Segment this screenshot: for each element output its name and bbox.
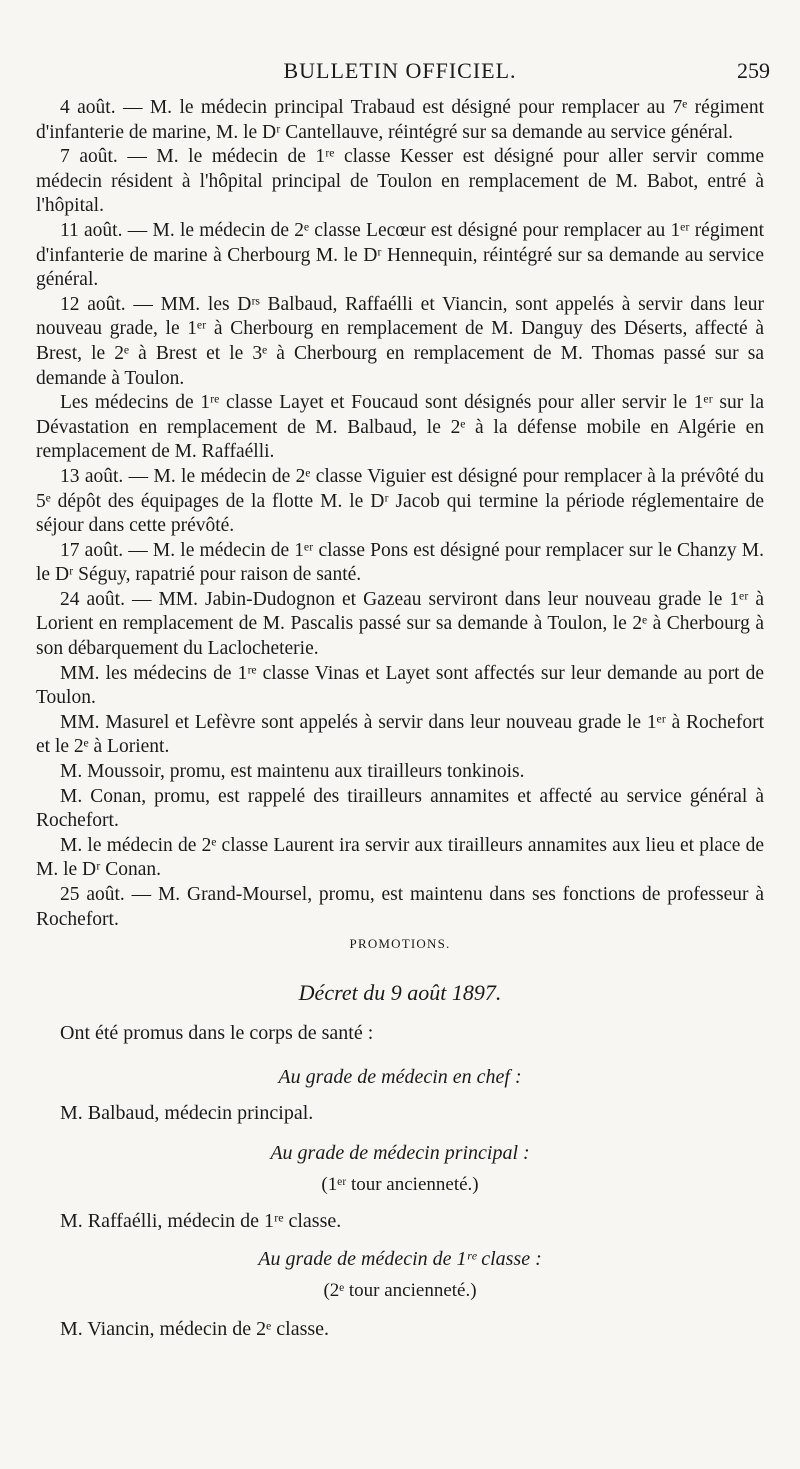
grade-heading: Au grade de médecin de 1ʳᵉ classe : <box>258 1248 542 1270</box>
decree-heading: Décret du 9 août 1897. <box>298 980 502 1005</box>
paragraph: 12 août. — MM. les Dʳˢ Balbaud, Raffaélli et Viancin, sont appelés à servir dans leur nouveau grade, le 1ᵉʳ à Cherbourg en remplacement de M. Danguy des Déserts, affecté à Brest, le 2ᵉ à Brest et le 3ᵉ à Cherbourg en remplacement de M. Thomas passé sur sa demande à Toulon. <box>36 293 764 389</box>
paragraph: MM. les médecins de 1ʳᵉ classe Vinas et Layet sont affectés sur leur demande au port de Toulon. <box>36 662 764 709</box>
paragraph: 11 août. — M. le médecin de 2ᵉ classe Lecœur est désigné pour remplacer au 1ᵉʳ régiment d'infanterie de marine à Cherbourg M. le Dʳ Hennequin, réintégré sur sa demande au service général. <box>36 219 764 291</box>
rank-note: (1ᵉʳ tour ancienneté.) <box>321 1174 479 1195</box>
paragraph: 17 août. — M. le médecin de 1ᵉʳ classe Pons est désigné pour remplacer sur le Chanzy M. le Dʳ Séguy, rapatrié pour raison de santé. <box>36 539 764 586</box>
running-title: BULLETIN OFFICIEL. <box>283 58 517 83</box>
grade-heading: Au grade de médecin principal : <box>270 1142 530 1164</box>
running-head <box>0 58 800 94</box>
grade-heading: Au grade de médecin en chef : <box>278 1066 522 1088</box>
promotion-name: M. Viancin, médecin de 2ᵉ classe. <box>60 1318 330 1340</box>
paragraph: 4 août. — M. le médecin principal Trabaud est désigné pour remplacer au 7ᵉ régiment d'infanterie de marine, M. le Dʳ Cantellauve, réintégré sur sa demande au service général. <box>36 97 764 143</box>
paragraph: M. Conan, promu, est rappelé des tirailleurs annamites et affecté au service général à Rochefort. <box>36 785 764 832</box>
promotion-name: M. Raffaélli, médecin de 1ʳᵉ classe. <box>60 1210 342 1232</box>
promotion-name: M. Balbaud, médecin principal. <box>60 1102 314 1124</box>
page-number: 259 <box>737 58 770 83</box>
body-text <box>36 96 764 932</box>
rank-note: (2ᵉ tour ancienneté.) <box>323 1280 477 1301</box>
paragraph: M. le médecin de 2ᵉ classe Laurent ira servir aux tirailleurs annamites aux lieu et place de M. le Dʳ Conan. <box>36 834 764 881</box>
paragraph: 24 août. — MM. Jabin-Dudognon et Gazeau serviront dans leur nouveau grade le 1ᵉʳ à Lorient en remplacement de M. Pascalis passé sur sa demande à Toulon, le 2ᵉ à Cherbourg à son débarquement du Laclocheterie. <box>36 588 764 660</box>
paragraph: MM. Masurel et Lefèvre sont appelés à servir dans leur nouveau grade le 1ᵉʳ à Rochefort et le 2ᵉ à Lorient. <box>36 711 764 758</box>
paragraph: 25 août. — M. Grand-Moursel, promu, est maintenu dans ses fonctions de professeur à Rochefort. <box>36 884 764 930</box>
section-title: PROMOTIONS. <box>349 936 451 951</box>
paragraph: 7 août. — M. le médecin de 1ʳᵉ classe Kesser est désigné pour aller servir comme médecin résident à l'hôpital principal de Toulon en remplacement de M. Babot, entré à l'hôpital. <box>36 146 764 217</box>
promotions-intro: Ont été promus dans le corps de santé : <box>60 1022 374 1044</box>
paragraph: M. Moussoir, promu, est maintenu aux tirailleurs tonkinois. <box>60 761 525 783</box>
paragraph: Les médecins de 1ʳᵉ classe Layet et Foucaud sont désignés pour aller servir le 1ᵉʳ sur la Dévastation en remplacement de M. Balbaud, le 2ᵉ à la défense mobile en Algérie en remplacement de M. Raffaélli. <box>36 392 764 463</box>
paragraph: 13 août. — M. le médecin de 2ᵉ classe Viguier est désigné pour remplacer à la prévôté du 5ᵉ dépôt des équipages de la flotte M. le Dʳ Jacob qui termine la période réglementaire de séjour dans cette prévôté. <box>36 465 764 537</box>
